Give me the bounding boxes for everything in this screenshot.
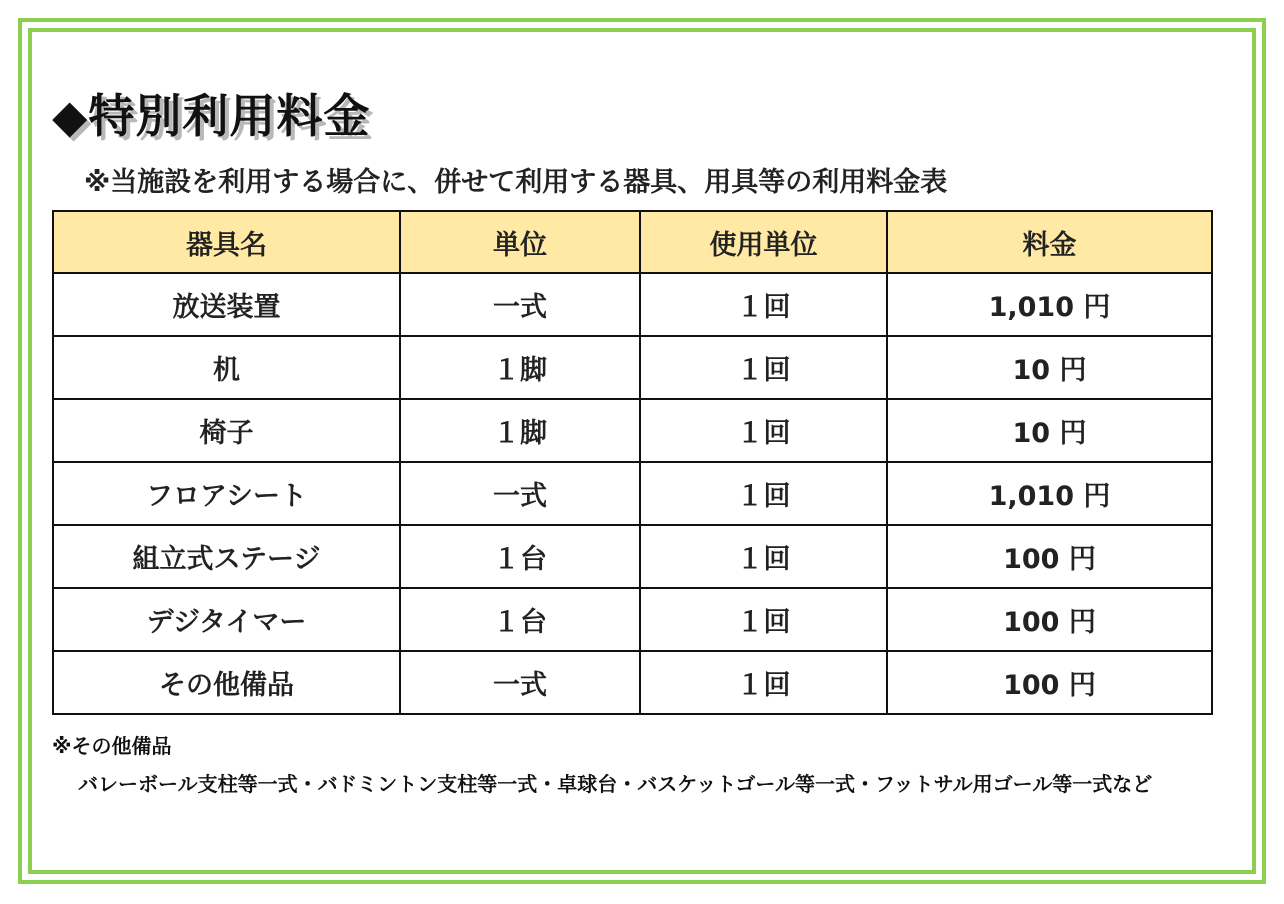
cell-usage-unit: １回 [640,399,887,462]
cell-equipment-name: 机 [53,336,400,399]
note-items: バレーボール支柱等一式・バドミントン支柱等一式・卓球台・バスケットゴール等一式・フットサル用ゴール等一式など [78,772,1153,796]
cell-fee: 100 円 [887,651,1212,714]
header-fee: 料金 [887,211,1212,273]
table-row [53,336,1212,399]
cell-usage-unit: １回 [640,336,887,399]
cell-unit: １台 [400,525,640,588]
cell-fee: 1,010 円 [887,462,1212,525]
cell-unit: 一式 [400,273,640,336]
table-row [53,462,1212,525]
cell-unit: １脚 [400,399,640,462]
cell-fee: 1,010 円 [887,273,1212,336]
page-title: ◆特別利用料金 [52,89,371,143]
page-subtitle: ※当施設を利用する場合に、併せて利用する器具、用具等の利用料金表 [84,167,948,198]
cell-fee: 10 円 [887,399,1212,462]
cell-equipment-name: 放送装置 [53,273,400,336]
cell-equipment-name: デジタイマー [53,588,400,651]
note-heading: ※その他備品 [52,734,172,758]
cell-fee: 100 円 [887,525,1212,588]
cell-fee: 10 円 [887,336,1212,399]
cell-fee: 100 円 [887,588,1212,651]
cell-unit: １台 [400,588,640,651]
cell-usage-unit: １回 [640,525,887,588]
cell-unit: １脚 [400,336,640,399]
header-usage-unit: 使用単位 [640,211,887,273]
fee-table [52,210,1213,715]
cell-equipment-name: フロアシート [53,462,400,525]
table-row [53,588,1212,651]
cell-equipment-name: その他備品 [53,651,400,714]
table-header-row [53,211,1212,273]
table-row [53,399,1212,462]
cell-usage-unit: １回 [640,462,887,525]
cell-usage-unit: １回 [640,651,887,714]
cell-usage-unit: １回 [640,588,887,651]
table-row [53,651,1212,714]
cell-unit: 一式 [400,462,640,525]
cell-equipment-name: 組立式ステージ [53,525,400,588]
header-unit: 単位 [400,211,640,273]
cell-equipment-name: 椅子 [53,399,400,462]
cell-usage-unit: １回 [640,273,887,336]
header-equipment-name: 器具名 [53,211,400,273]
cell-unit: 一式 [400,651,640,714]
table-row [53,273,1212,336]
table-row [53,525,1212,588]
